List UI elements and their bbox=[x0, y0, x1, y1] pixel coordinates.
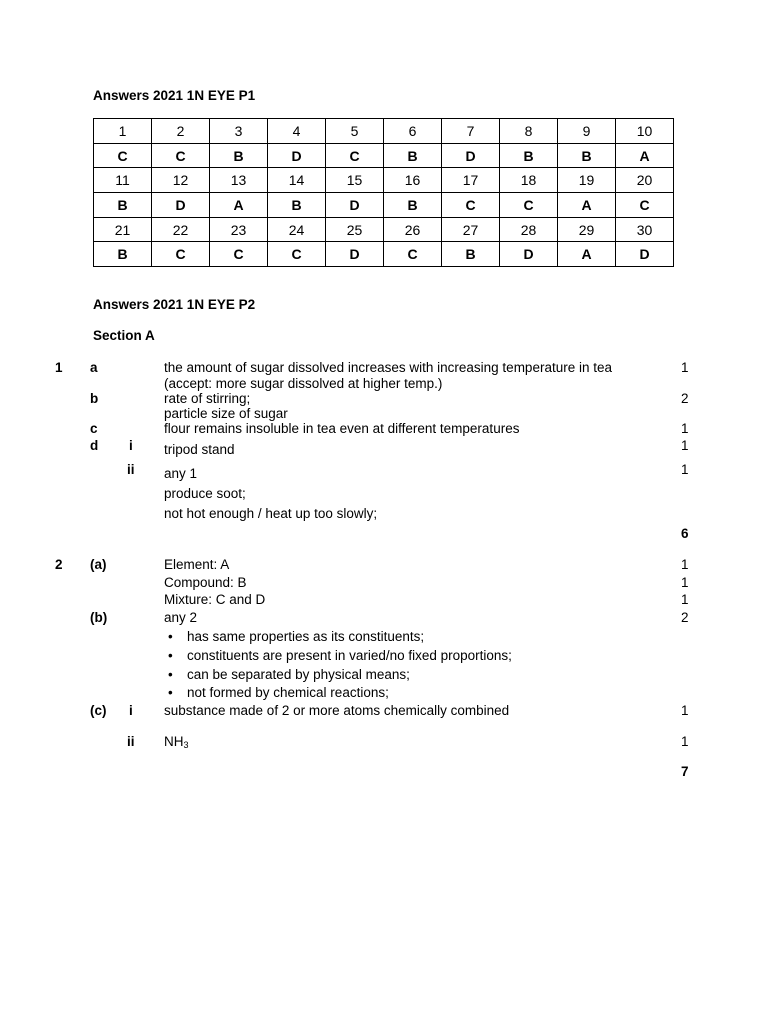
answer-row bbox=[94, 193, 674, 218]
answer-cell: A bbox=[558, 242, 616, 267]
question-number-cell: 8 bbox=[500, 119, 558, 144]
answer-cell: A bbox=[558, 193, 616, 218]
question-number-cell: 1 bbox=[94, 119, 152, 144]
question-number-cell: 19 bbox=[558, 168, 616, 193]
subpart-label: i bbox=[129, 438, 133, 453]
question-number-cell: 23 bbox=[210, 217, 268, 242]
part-label: d bbox=[90, 438, 99, 453]
question-number-cell: 4 bbox=[268, 119, 326, 144]
subpart-label: i bbox=[129, 703, 133, 718]
bullet-item: can be separated by physical means; bbox=[187, 667, 410, 682]
mark: 2 bbox=[681, 610, 689, 625]
question-number: 2 bbox=[55, 557, 63, 572]
answer-text: not hot enough / heat up too slowly; bbox=[164, 506, 378, 521]
answer-cell: C bbox=[616, 193, 674, 218]
answer-cell: B bbox=[384, 143, 442, 168]
answer-text: (accept: more sugar dissolved at higher temp.) bbox=[164, 376, 443, 391]
bullet-icon: • bbox=[168, 685, 173, 700]
mark: 1 bbox=[681, 703, 689, 718]
part-label: (c) bbox=[90, 703, 107, 718]
answer-cell: C bbox=[152, 242, 210, 267]
question-number-cell: 13 bbox=[210, 168, 268, 193]
p2-heading: Answers 2021 1N EYE P2 bbox=[93, 297, 256, 312]
part-label: a bbox=[90, 360, 98, 375]
answer-text: flour remains insoluble in tea even at different temperatures bbox=[164, 421, 520, 436]
question-number: 1 bbox=[55, 360, 63, 375]
question-number-cell: 7 bbox=[442, 119, 500, 144]
question-number-cell: 2 bbox=[152, 119, 210, 144]
part-label: (a) bbox=[90, 557, 107, 572]
answer-cell: B bbox=[94, 242, 152, 267]
question-number-cell: 21 bbox=[94, 217, 152, 242]
answer-text: particle size of sugar bbox=[164, 406, 288, 421]
mark: 1 bbox=[681, 592, 689, 607]
answer-cell: B bbox=[558, 143, 616, 168]
answer-cell: D bbox=[442, 143, 500, 168]
answer-cell: D bbox=[326, 242, 384, 267]
question-number-cell: 9 bbox=[558, 119, 616, 144]
bullet-icon: • bbox=[168, 648, 173, 663]
question-total: 7 bbox=[681, 764, 689, 779]
question-number-cell: 25 bbox=[326, 217, 384, 242]
answer-text: Compound: B bbox=[164, 575, 247, 590]
mark: 2 bbox=[681, 391, 689, 406]
subpart-label: ii bbox=[127, 734, 135, 749]
part-label: c bbox=[90, 421, 98, 436]
question-number-cell: 27 bbox=[442, 217, 500, 242]
answer-text: any 1 bbox=[164, 466, 198, 481]
question-number-cell: 24 bbox=[268, 217, 326, 242]
answer-cell: C bbox=[384, 242, 442, 267]
answer-text: Element: A bbox=[164, 557, 230, 572]
question-number-cell: 10 bbox=[616, 119, 674, 144]
bullet-icon: • bbox=[168, 667, 173, 682]
mark: 1 bbox=[681, 462, 689, 477]
bullet-item: not formed by chemical reactions; bbox=[187, 685, 389, 700]
part-label: (b) bbox=[90, 610, 108, 625]
answer-cell: C bbox=[268, 242, 326, 267]
answer-cell: C bbox=[442, 193, 500, 218]
mark: 1 bbox=[681, 557, 689, 572]
answer-cell: C bbox=[326, 143, 384, 168]
question-number-cell: 18 bbox=[500, 168, 558, 193]
answer-cell: B bbox=[94, 193, 152, 218]
question-number-cell: 26 bbox=[384, 217, 442, 242]
answer-cell: B bbox=[442, 242, 500, 267]
answer-cell: C bbox=[94, 143, 152, 168]
answer-text: substance made of 2 or more atoms chemically combined bbox=[164, 703, 510, 718]
question-number-cell: 3 bbox=[210, 119, 268, 144]
question-number-row bbox=[94, 217, 674, 242]
part-label: b bbox=[90, 391, 99, 406]
mark: 1 bbox=[681, 438, 689, 453]
question-number-cell: 22 bbox=[152, 217, 210, 242]
answer-row bbox=[94, 143, 674, 168]
question-number-cell: 11 bbox=[94, 168, 152, 193]
question-number-cell: 29 bbox=[558, 217, 616, 242]
section-heading: Section A bbox=[93, 328, 155, 343]
question-number-cell: 28 bbox=[500, 217, 558, 242]
bullet-item: constituents are present in varied/no fixed proportions; bbox=[187, 648, 512, 663]
mark: 1 bbox=[681, 734, 689, 749]
question-number-row bbox=[94, 168, 674, 193]
subpart-label: ii bbox=[127, 462, 135, 477]
p1-heading: Answers 2021 1N EYE P1 bbox=[93, 88, 256, 103]
chemical-formula: $NH_3$ bbox=[164, 734, 189, 750]
answer-cell: D bbox=[616, 242, 674, 267]
question-number-cell: 20 bbox=[616, 168, 674, 193]
answer-cell: D bbox=[268, 143, 326, 168]
question-number-cell: 6 bbox=[384, 119, 442, 144]
mark: 1 bbox=[681, 575, 689, 590]
answer-text: produce soot; bbox=[164, 486, 246, 501]
p1-answer-table bbox=[93, 118, 674, 267]
bullet-icon: • bbox=[168, 629, 173, 644]
question-number-cell: 15 bbox=[326, 168, 384, 193]
answer-text: Mixture: C and D bbox=[164, 592, 266, 607]
question-number-cell: 14 bbox=[268, 168, 326, 193]
answer-cell: C bbox=[210, 242, 268, 267]
answer-cell: D bbox=[152, 193, 210, 218]
answer-cell: A bbox=[616, 143, 674, 168]
answer-cell: B bbox=[384, 193, 442, 218]
question-number-cell: 30 bbox=[616, 217, 674, 242]
question-number-row bbox=[94, 119, 674, 144]
answer-cell: D bbox=[326, 193, 384, 218]
answer-text: tripod stand bbox=[164, 442, 235, 457]
question-number-cell: 17 bbox=[442, 168, 500, 193]
answer-cell: C bbox=[152, 143, 210, 168]
question-number-cell: 12 bbox=[152, 168, 210, 193]
answer-text: any 2 bbox=[164, 610, 198, 625]
mark: 1 bbox=[681, 360, 689, 375]
answer-cell: C bbox=[500, 193, 558, 218]
answer-cell: B bbox=[210, 143, 268, 168]
answer-cell: D bbox=[500, 242, 558, 267]
answer-cell: B bbox=[268, 193, 326, 218]
answer-row bbox=[94, 242, 674, 267]
question-number-cell: 16 bbox=[384, 168, 442, 193]
answer-text: the amount of sugar dissolved increases with increasing temperature in tea bbox=[164, 360, 612, 375]
answer-text: rate of stirring; bbox=[164, 391, 251, 406]
question-total: 6 bbox=[681, 526, 689, 541]
mark: 1 bbox=[681, 421, 689, 436]
bullet-item: has same properties as its constituents; bbox=[187, 629, 425, 644]
answer-cell: A bbox=[210, 193, 268, 218]
answer-cell: B bbox=[500, 143, 558, 168]
question-number-cell: 5 bbox=[326, 119, 384, 144]
